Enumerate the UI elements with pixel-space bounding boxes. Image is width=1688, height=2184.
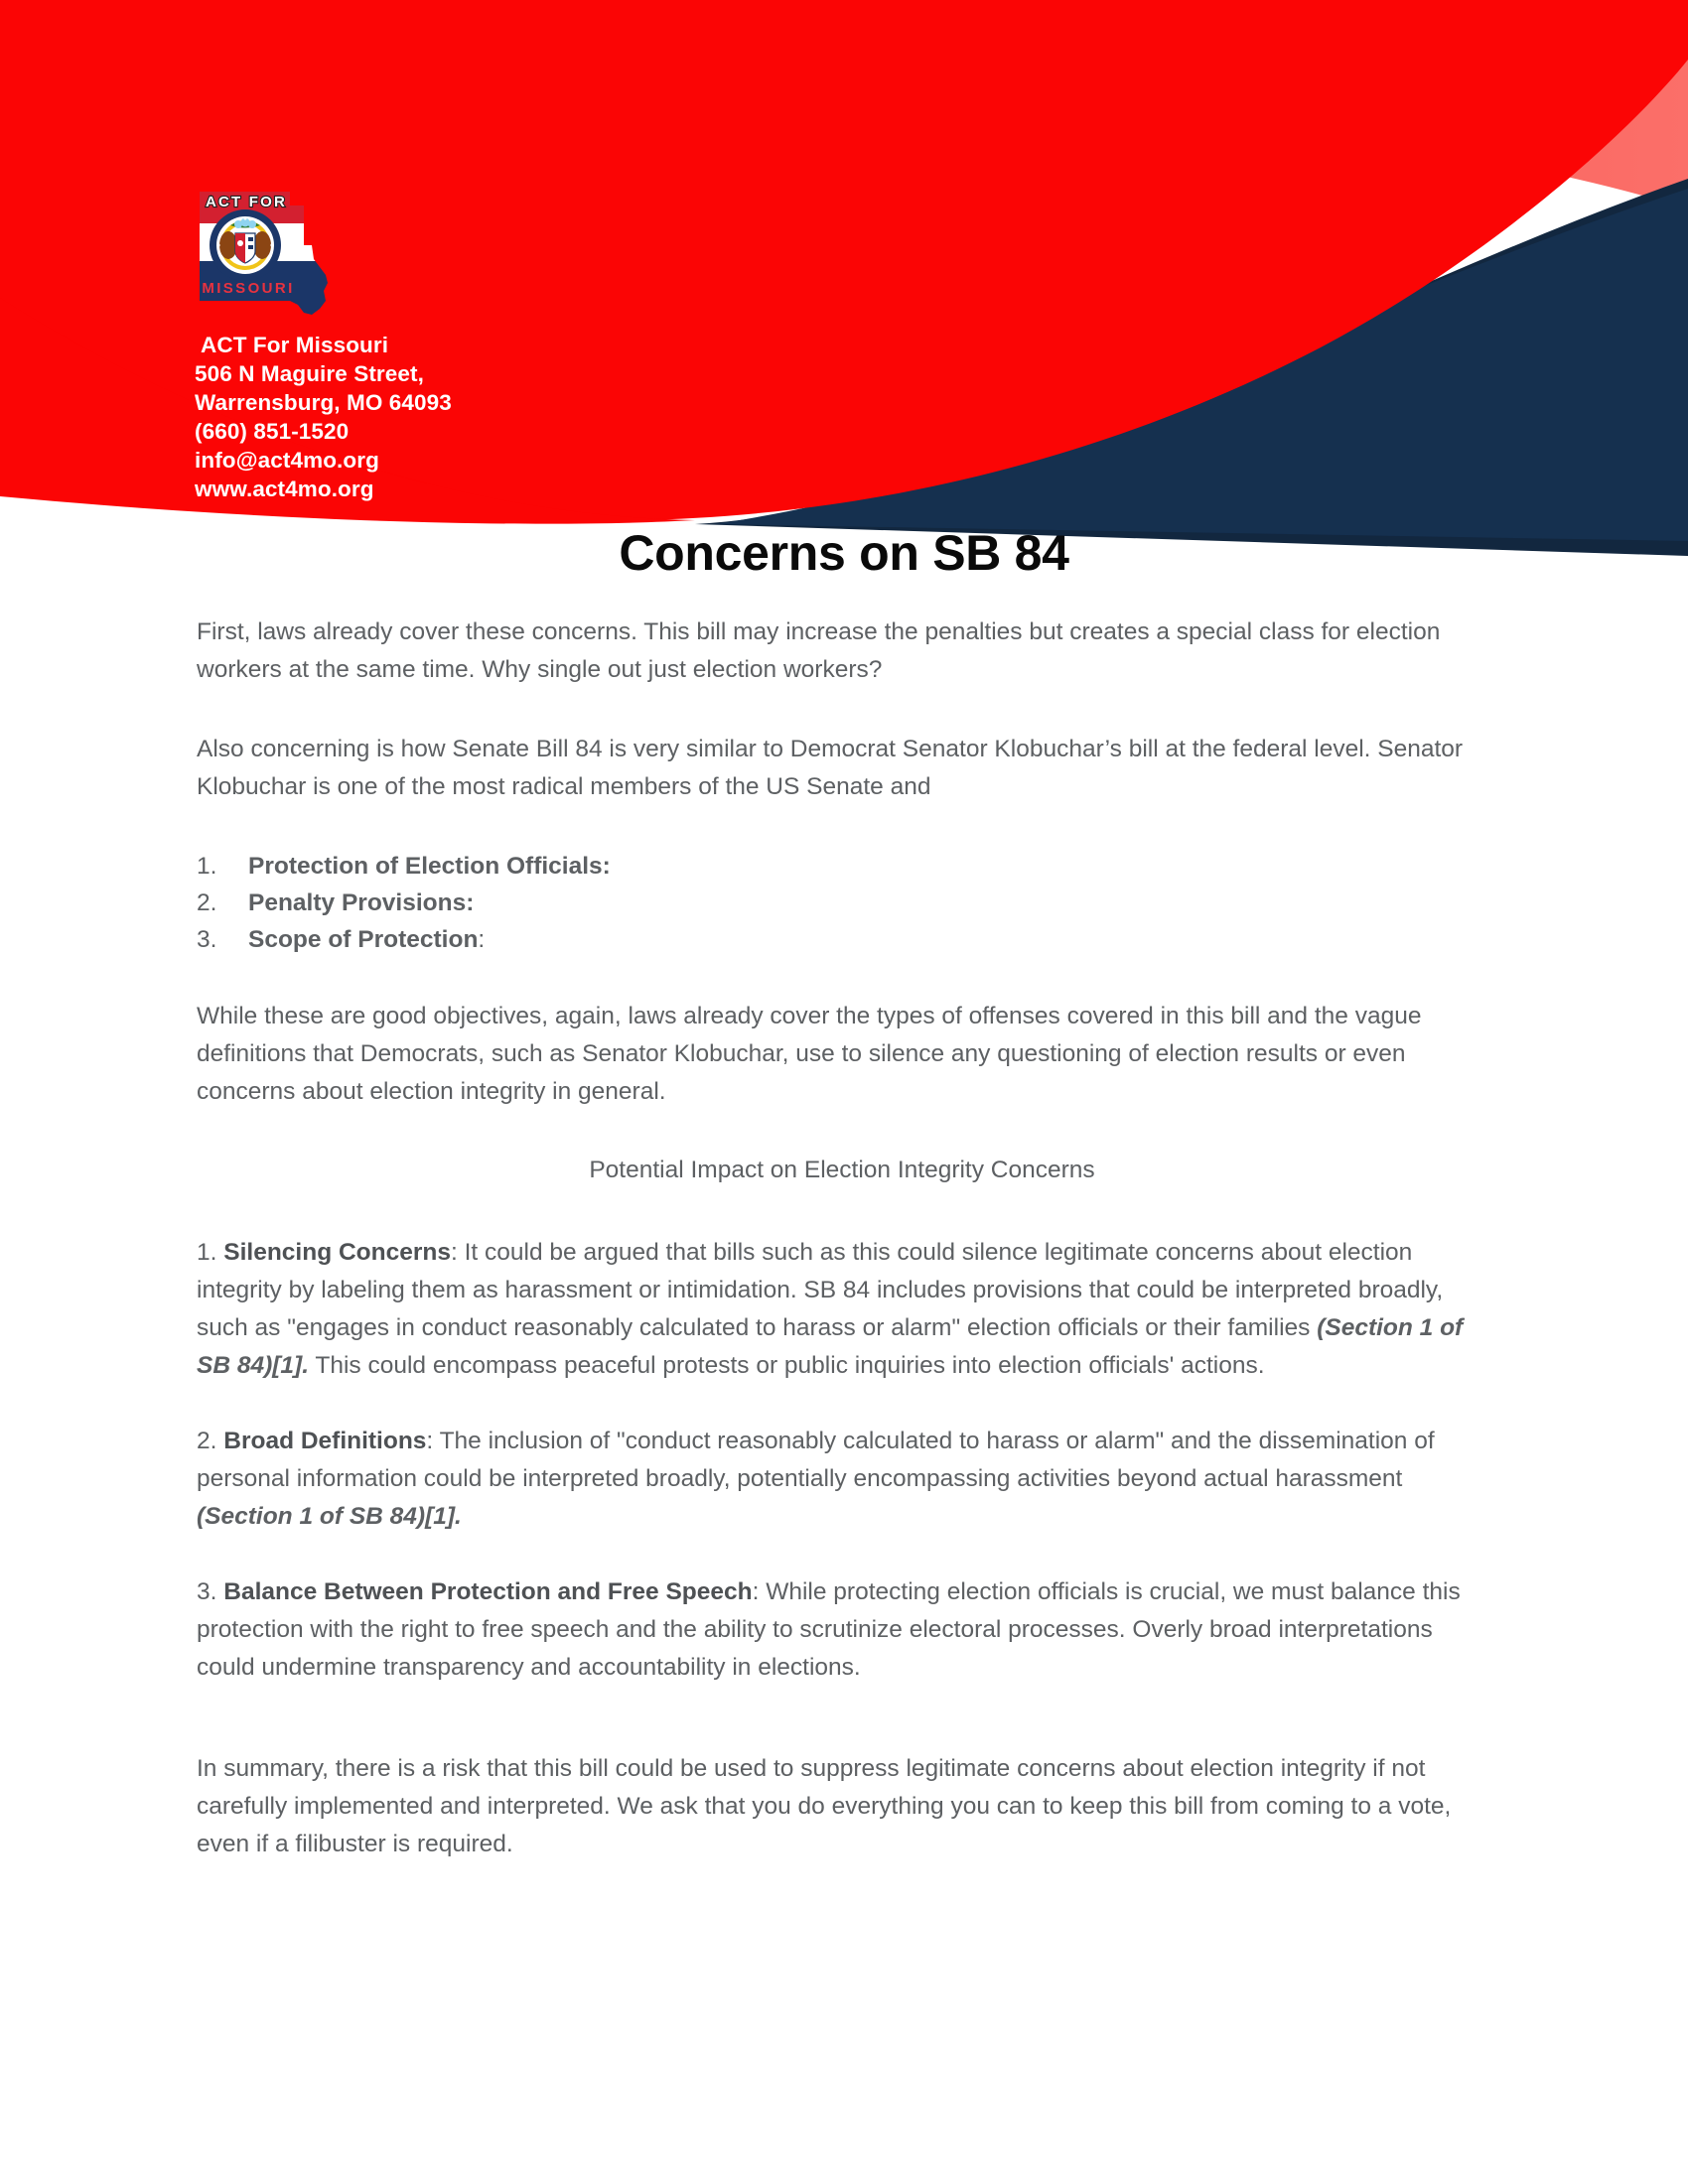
contact-street: 506 N Maguire Street,: [195, 361, 424, 386]
item-citation: (Section 1 of SB 84)[1].: [197, 1503, 462, 1530]
item-title: Silencing Concerns: [223, 1239, 451, 1266]
logo-top-text: ACT FOR: [205, 194, 288, 210]
item-number: 2.: [197, 1428, 224, 1454]
list-item: [197, 921, 1487, 958]
item-body: : While protecting election officials is crucial, we must balance this protection with the right to free speech and the ability to scrutinize electoral processes. Overly broad interpretations could undermine transparency and accountability in elections.: [197, 1578, 1461, 1681]
list-marker: 1.: [197, 853, 217, 880]
missouri-seal-icon: [210, 209, 281, 281]
list-item-label: Scope of Protection: [248, 926, 479, 953]
list-item: [197, 885, 1487, 921]
contact-org-name: ACT For Missouri: [201, 333, 389, 357]
list-item-label: Protection of Election Officials:: [248, 853, 611, 880]
logo-bottom-text: MISSOURI: [202, 280, 295, 297]
spacer: [197, 1724, 1487, 1750]
contact-email[interactable]: info@act4mo.org: [195, 448, 379, 473]
list-marker: 2.: [197, 889, 217, 916]
item-body-tail: This could encompass peaceful protests or public inquiries into election officials' actions.: [309, 1352, 1265, 1379]
paragraph-while-these: While these are good objectives, again, laws already cover the types of offenses covered in this bill and the vague definitions that Democrats, such as Senator Klobuchar, use to silence any questioning of election results or even concerns about election integrity in general.: [197, 1003, 1422, 1105]
concerns-list: [197, 848, 1487, 958]
paragraph-also-concerning: Also concerning is how Senate Bill 84 is very similar to Democrat Senator Klobuchar’s bill at the federal level. Senator Klobuchar is one of the most radical members of the US Senate and: [197, 736, 1464, 800]
item-citation: (Section 1 of SB 84)[1].: [197, 1314, 1464, 1379]
list-item: [197, 848, 1487, 885]
document-content: [197, 614, 1487, 1863]
item-body: : It could be argued that bills such as this could silence legitimate concerns about election integrity by labeling them as harassment or intimidation. SB 84 includes provisions that could be interpreted broadly, such as "engages in conduct reasonably calculated to harass or alarm" election officials or their families: [197, 1239, 1444, 1341]
item-number: 3.: [197, 1578, 224, 1605]
list-item-label: Penalty Provisions:: [248, 889, 475, 916]
contact-phone[interactable]: (660) 851-1520: [195, 419, 350, 444]
item-broad-definitions: [197, 1423, 1487, 1536]
contact-city-state: Warrensburg, MO 64093: [195, 390, 452, 415]
paragraph-summary: In summary, there is a risk that this bill could be used to suppress legitimate concerns about election integrity if not carefully implemented and interpreted. We ask that you do everything you can to keep this bill from coming to a vote, even if a filibuster is required.: [197, 1755, 1452, 1857]
paragraph-first-laws: First, laws already cover these concerns. This bill may increase the penalties but creates a special class for election workers at the same time. Why single out just election workers?: [197, 618, 1441, 683]
item-silencing-concerns: [197, 1234, 1487, 1385]
item-body: : The inclusion of "conduct reasonably calculated to harass or alarm" and the dissemination of personal information could be interpreted broadly, potentially encompassing activities beyond actual harassment: [197, 1428, 1435, 1492]
item-balance-protection-free-speech: [197, 1573, 1487, 1687]
list-item-tail: :: [478, 926, 486, 953]
item-title: Broad Definitions: [223, 1428, 427, 1454]
contact-info-block: [195, 331, 452, 503]
item-number: 1.: [197, 1239, 224, 1266]
list-marker: 3.: [197, 926, 217, 953]
missouri-state-logo: [187, 184, 355, 323]
item-title: Balance Between Protection and Free Speech: [223, 1578, 753, 1605]
section-heading-potential-impact: Potential Impact on Election Integrity Concerns: [589, 1157, 1095, 1183]
contact-website[interactable]: www.act4mo.org: [195, 477, 374, 501]
page-title: Concerns on SB 84: [619, 525, 1069, 581]
